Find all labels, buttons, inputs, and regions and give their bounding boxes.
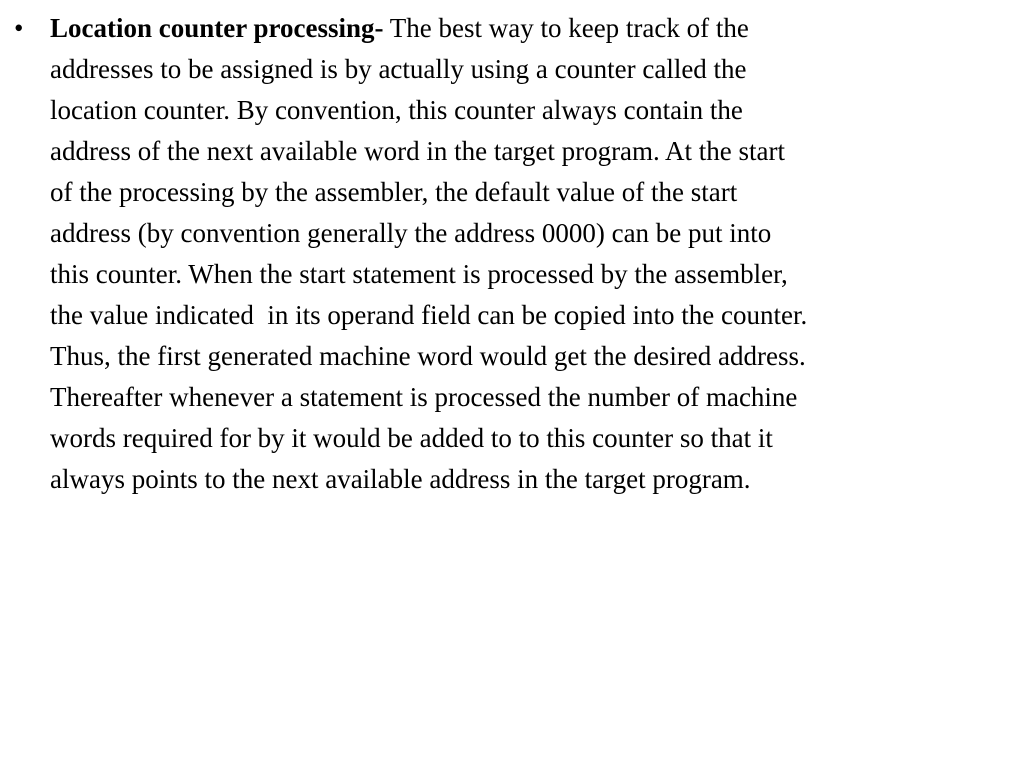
bullet-paragraph (50, 8, 1014, 500)
paragraph-line: words required for by it would be added to to this counter so that it (50, 423, 773, 453)
paragraph-line-text: The best way to keep track of the (383, 13, 749, 43)
paragraph-line (50, 8, 1014, 49)
paragraph-line: Thus, the first generated machine word would get the desired address. (50, 341, 806, 371)
paragraph-line: address (by convention generally the address 0000) can be put into (50, 218, 772, 248)
bullet-term: Location counter processing- (50, 13, 384, 43)
paragraph-line: addresses to be assigned is by actually using a counter called the (50, 54, 747, 84)
paragraph-line: of the processing by the assembler, the default value of the start (50, 177, 738, 207)
paragraph-line: the value indicated in its operand field can be copied into the counter. (50, 300, 808, 330)
paragraph-line: address of the next available word in the target program. At the start (50, 136, 786, 166)
bullet-icon: • (14, 13, 24, 43)
paragraph-line: Thereafter whenever a statement is processed the number of machine (50, 382, 798, 412)
paragraph-line: location counter. By convention, this counter always contain the (50, 95, 743, 125)
paragraph-line: this counter. When the start statement is processed by the assembler, (50, 259, 788, 289)
paragraph-line: always points to the next available address in the target program. (50, 464, 751, 494)
